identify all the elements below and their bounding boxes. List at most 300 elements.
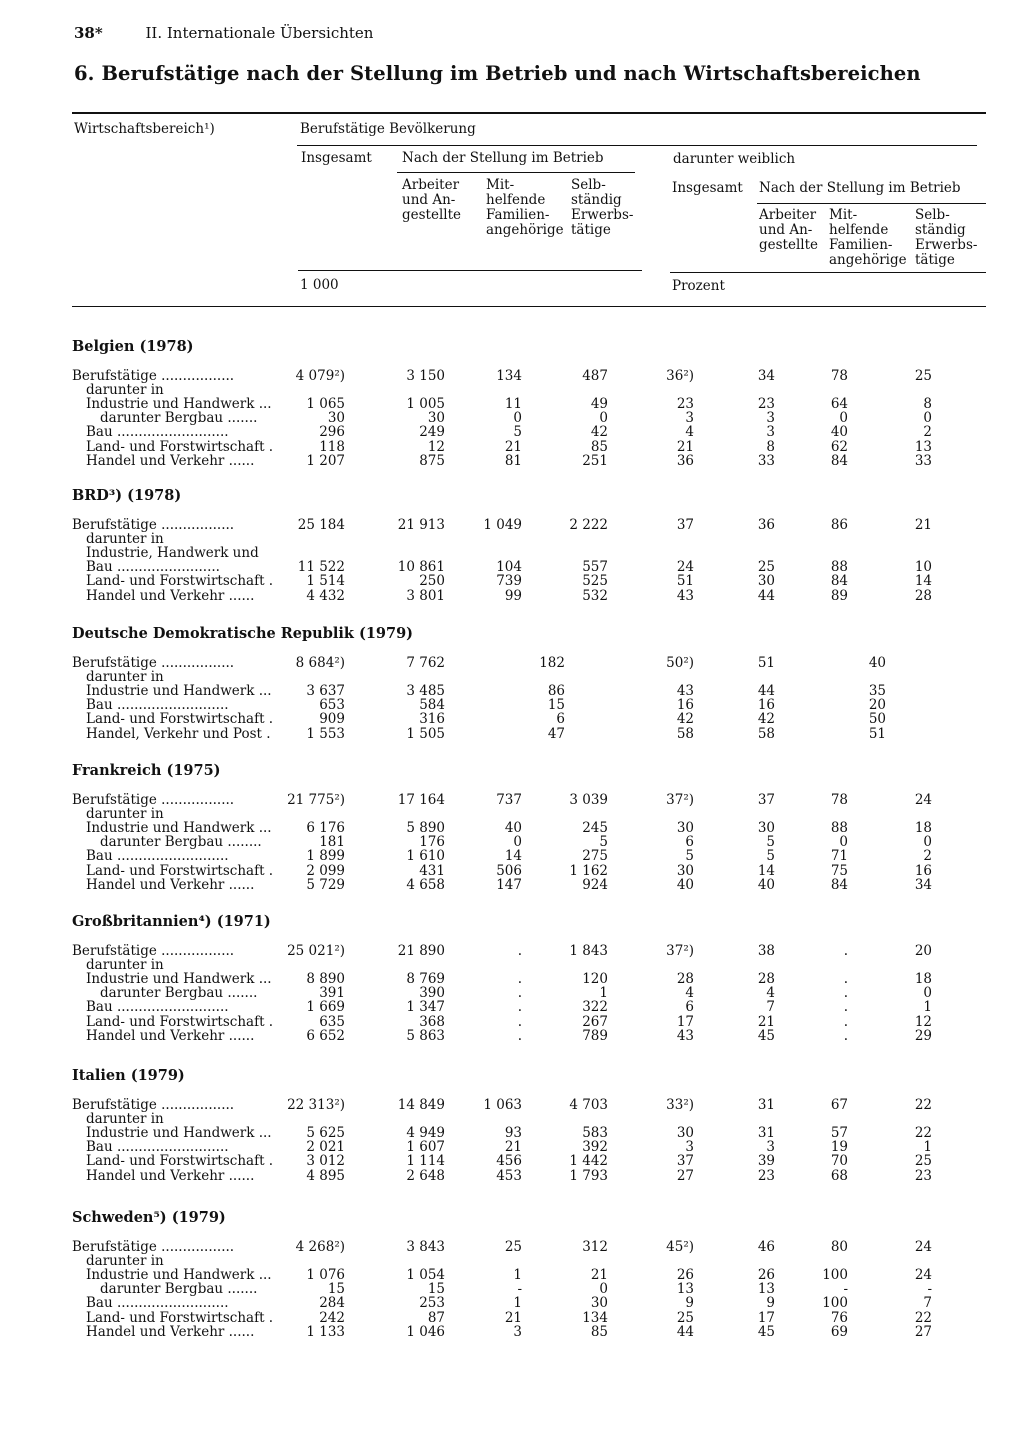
table-cell: 40 <box>757 876 775 893</box>
table-cell: 24 <box>914 1239 932 1255</box>
row-label: Berufstätige ................. <box>72 1097 235 1113</box>
row-label: Land- und Forstwirtschaft . <box>86 438 274 455</box>
rule-top <box>72 112 986 114</box>
table-cell: 42 <box>590 424 608 441</box>
table-cell: 84 <box>830 573 848 590</box>
table-title: 6. Berufstätige nach der Stellung im Betrieb und nach Wirtschaftsbereichen <box>74 62 921 85</box>
row-label: Land- und Forstwirtschaft . <box>86 862 274 879</box>
table-cell: 11 522 <box>297 559 345 576</box>
row-label: Industrie und Handwerk ... <box>86 396 272 413</box>
table-cell: 909 <box>319 711 345 728</box>
table-cell: 583 <box>582 1125 608 1142</box>
table-cell: 25 <box>914 1153 932 1170</box>
table-cell: 27 <box>914 1323 932 1340</box>
table-cell: 2 021 <box>306 1139 345 1156</box>
table-cell: 8 <box>766 438 775 455</box>
table-cell: 21 <box>914 517 932 533</box>
row-label: Industrie und Handwerk ... <box>86 1125 272 1142</box>
table-cell: 296 <box>319 424 345 441</box>
table-cell: 37²) <box>666 792 694 808</box>
table-cell: 81 <box>504 452 522 469</box>
table-cell: 0 <box>923 834 932 851</box>
table-cell: 3 <box>766 1139 775 1156</box>
table-cell: 23 <box>757 1167 775 1184</box>
table-cell: 33 <box>757 452 775 469</box>
table-cell: 284 <box>319 1295 345 1312</box>
table-cell: 390 <box>419 985 445 1002</box>
table-cell: 0 <box>923 985 932 1002</box>
table-cell: 25 184 <box>297 517 345 533</box>
table-cell: 176 <box>419 834 445 851</box>
table-cell: 88 <box>830 559 848 576</box>
table-cell: 34 <box>757 368 775 384</box>
table-cell: 30 <box>676 1125 694 1142</box>
table-cell: 23 <box>676 396 694 413</box>
table-cell: 0 <box>599 410 608 427</box>
table-cell: 31 <box>757 1125 775 1142</box>
table-cell: 21 <box>676 438 694 455</box>
table-cell: 312 <box>582 1239 608 1255</box>
table-cell: 34 <box>914 876 932 893</box>
row-label: Industrie, Handwerk und <box>86 545 259 562</box>
table-cell: 47 <box>547 725 565 742</box>
table-cell: 21 775²) <box>287 792 345 808</box>
row-label: Berufstätige ................. <box>72 655 235 671</box>
table-cell: 4 432 <box>306 587 345 604</box>
section-title: BRD³) (1978) <box>72 487 182 504</box>
table-cell: 10 <box>914 559 932 576</box>
table-cell: 4 658 <box>406 876 445 893</box>
row-label: Berufstätige ................. <box>72 792 235 808</box>
rule-header-2w <box>757 203 986 204</box>
section-title: Belgien (1978) <box>72 338 194 355</box>
section-title: Großbritannien⁴) (1971) <box>72 913 271 930</box>
row-label: Berufstätige ................. <box>72 368 235 384</box>
table-cell: 267 <box>582 1013 608 1030</box>
table-cell: 37 <box>676 1153 694 1170</box>
table-cell: 737 <box>496 792 522 808</box>
table-cell: 40 <box>676 876 694 893</box>
table-cell: 44 <box>757 587 775 604</box>
table-cell: 0 <box>599 1281 608 1298</box>
table-cell: 5 729 <box>306 876 345 893</box>
table-cell: 739 <box>496 573 522 590</box>
table-cell: 78 <box>830 368 848 384</box>
table-cell: 28 <box>757 971 775 988</box>
table-cell: 30 <box>327 410 345 427</box>
table-cell: 51 <box>757 655 775 671</box>
row-label: Bau .......................... <box>86 697 229 714</box>
table-cell: 93 <box>504 1125 522 1142</box>
table-cell: 85 <box>590 438 608 455</box>
table-cell: 21 <box>504 438 522 455</box>
table-cell: 15 <box>547 697 565 714</box>
table-cell: 6 652 <box>306 1027 345 1044</box>
table-cell: 44 <box>757 683 775 700</box>
row-label: Handel, Verkehr und Post . <box>86 725 271 742</box>
table-cell: 99 <box>504 587 522 604</box>
table-cell: 368 <box>419 1013 445 1030</box>
table-cell: 21 <box>504 1139 522 1156</box>
table-cell: 242 <box>319 1309 345 1326</box>
row-label: Bau .......................... <box>86 848 229 865</box>
table-cell: 8 890 <box>306 971 345 988</box>
row-label: darunter in <box>86 382 164 399</box>
table-cell: 40 <box>868 655 886 671</box>
table-cell: 25 <box>914 368 932 384</box>
table-cell: 1 669 <box>306 999 345 1016</box>
table-cell: 86 <box>830 517 848 533</box>
table-cell: 70 <box>830 1153 848 1170</box>
row-label: Land- und Forstwirtschaft . <box>86 711 274 728</box>
table-cell: 100 <box>822 1295 848 1312</box>
header-arbeiter: Arbeiter und An- gestellte <box>402 177 462 223</box>
table-cell: 12 <box>914 1013 932 1030</box>
table-cell: 5 <box>766 834 775 851</box>
table-cell: 44 <box>676 1323 694 1340</box>
table-cell: 25 <box>504 1239 522 1255</box>
table-cell: 36 <box>676 452 694 469</box>
header-mithelfende: Mit- helfende Familien- angehörige <box>486 177 564 238</box>
table-cell: 4 895 <box>306 1167 345 1184</box>
table-cell: 134 <box>496 368 522 384</box>
section-title: Italien (1979) <box>72 1067 185 1084</box>
table-cell: . <box>843 999 848 1016</box>
table-cell: 25 021²) <box>287 943 345 959</box>
table-cell: 21 <box>757 1013 775 1030</box>
table-cell: 84 <box>830 876 848 893</box>
table-cell: 1 076 <box>306 1267 345 1284</box>
table-cell: 487 <box>582 368 608 384</box>
table-cell: . <box>517 971 522 988</box>
table-cell: 30 <box>676 862 694 879</box>
table-cell: 147 <box>496 876 522 893</box>
table-cell: 15 <box>427 1281 445 1298</box>
table-cell: 40 <box>830 424 848 441</box>
table-cell: 29 <box>914 1027 932 1044</box>
row-label: darunter in <box>86 531 164 548</box>
table-cell: 27 <box>676 1167 694 1184</box>
table-cell: 13 <box>676 1281 694 1298</box>
table-cell: 11 <box>504 396 522 413</box>
table-cell: 1 063 <box>483 1097 522 1113</box>
table-cell: 21 <box>504 1309 522 1326</box>
table-cell: 6 <box>685 999 694 1016</box>
row-label: Industrie und Handwerk ... <box>86 820 272 837</box>
table-cell: 39 <box>757 1153 775 1170</box>
table-cell: 1 793 <box>569 1167 608 1184</box>
table-cell: 7 <box>766 999 775 1016</box>
table-cell: - <box>927 1281 932 1298</box>
table-cell: 1 <box>923 1139 932 1156</box>
table-cell: 875 <box>419 452 445 469</box>
table-cell: 37²) <box>666 943 694 959</box>
table-cell: 17 164 <box>397 792 445 808</box>
table-cell: 5 890 <box>406 820 445 837</box>
table-cell: 22 <box>914 1097 932 1113</box>
table-cell: 7 762 <box>406 655 445 671</box>
table-cell: 3 843 <box>406 1239 445 1255</box>
table-cell: 84 <box>830 452 848 469</box>
header-nach-stellung-w: Nach der Stellung im Betrieb <box>759 180 961 196</box>
table-cell: 45 <box>757 1027 775 1044</box>
table-cell: 8 684²) <box>295 655 345 671</box>
rule-header-1 <box>297 145 977 146</box>
row-label: darunter in <box>86 1111 164 1128</box>
table-cell: 557 <box>582 559 608 576</box>
table-cell: 36 <box>757 517 775 533</box>
table-cell: 1 899 <box>306 848 345 865</box>
row-label: Bau .......................... <box>86 1295 229 1312</box>
table-cell: 250 <box>419 573 445 590</box>
row-label: Bau .......................... <box>86 1139 229 1156</box>
table-cell: 0 <box>839 410 848 427</box>
table-cell: 9 <box>766 1295 775 1312</box>
table-cell: 1 005 <box>406 396 445 413</box>
table-cell: . <box>517 943 522 959</box>
table-cell: 10 861 <box>397 559 445 576</box>
row-label: Berufstätige ................. <box>72 1239 235 1255</box>
table-cell: 3 <box>513 1323 522 1340</box>
table-cell: 36²) <box>666 368 694 384</box>
table-cell: 2 <box>923 424 932 441</box>
table-cell: 58 <box>676 725 694 742</box>
row-label: Land- und Forstwirtschaft . <box>86 1153 274 1170</box>
running-head <box>74 24 373 42</box>
row-label: Handel und Verkehr ...... <box>86 1323 255 1340</box>
table-cell: 78 <box>830 792 848 808</box>
table-cell: 16 <box>757 697 775 714</box>
table-cell: 3 637 <box>306 683 345 700</box>
table-cell: 120 <box>582 971 608 988</box>
table-cell: 653 <box>319 697 345 714</box>
header-bereich: Wirtschaftsbereich¹) <box>74 121 215 137</box>
table-cell: 2 222 <box>569 517 608 533</box>
table-cell: 4 <box>685 985 694 1002</box>
table-cell: 4 <box>766 985 775 1002</box>
page-number: 38* <box>74 24 103 42</box>
table-cell: 45 <box>757 1323 775 1340</box>
table-cell: 1 <box>513 1295 522 1312</box>
table-cell: 3 <box>766 410 775 427</box>
table-cell: 62 <box>830 438 848 455</box>
table-cell: 22 <box>914 1309 932 1326</box>
header-arbeiter-w: Arbeiter und An- gestellte <box>759 207 819 253</box>
table-cell: . <box>843 1013 848 1030</box>
table-cell: 64 <box>830 396 848 413</box>
table-cell: . <box>517 1027 522 1044</box>
table-cell: 58 <box>757 725 775 742</box>
table-cell: 118 <box>319 438 345 455</box>
table-cell: 89 <box>830 587 848 604</box>
section-title: Deutsche Demokratische Republik (1979) <box>72 625 414 642</box>
table-cell: 3 <box>766 424 775 441</box>
table-cell: 18 <box>914 820 932 837</box>
rule-header-bottom <box>72 306 986 307</box>
table-cell: 49 <box>590 396 608 413</box>
table-cell: 1 162 <box>569 862 608 879</box>
row-label: Handel und Verkehr ...... <box>86 452 255 469</box>
table-cell: 30 <box>427 410 445 427</box>
table-cell: 30 <box>757 820 775 837</box>
table-cell: 33 <box>914 452 932 469</box>
rule-header-2 <box>397 172 635 173</box>
table-cell: 88 <box>830 820 848 837</box>
table-cell: 57 <box>830 1125 848 1142</box>
table-cell: 525 <box>582 573 608 590</box>
table-cell: 18 <box>914 971 932 988</box>
table-cell: 924 <box>582 876 608 893</box>
section-title: Frankreich (1975) <box>72 762 221 779</box>
table-cell: 5 863 <box>406 1027 445 1044</box>
table-cell: 3 039 <box>569 792 608 808</box>
chapter-title: II. Internationale Übersichten <box>145 24 374 42</box>
table-cell: 35 <box>868 683 886 700</box>
table-cell: 37 <box>757 792 775 808</box>
table-cell: 17 <box>676 1013 694 1030</box>
table-cell: 26 <box>757 1267 775 1284</box>
table-cell: 275 <box>582 848 608 865</box>
table-cell: 2 099 <box>306 862 345 879</box>
table-cell: . <box>517 985 522 1002</box>
table-cell: 3 012 <box>306 1153 345 1170</box>
table-cell: 85 <box>590 1323 608 1340</box>
table-cell: 104 <box>496 559 522 576</box>
row-label: Handel und Verkehr ...... <box>86 1167 255 1184</box>
table-cell: 25 <box>757 559 775 576</box>
table-cell: 7 <box>923 1295 932 1312</box>
table-cell: 1 514 <box>306 573 345 590</box>
row-label: Handel und Verkehr ...... <box>86 1027 255 1044</box>
table-cell: 21 890 <box>397 943 445 959</box>
table-cell: . <box>843 943 848 959</box>
table-cell: 4 703 <box>569 1097 608 1113</box>
table-cell: 22 313²) <box>287 1097 345 1113</box>
table-cell: 6 <box>556 711 565 728</box>
table-cell: 71 <box>830 848 848 865</box>
table-cell: 75 <box>830 862 848 879</box>
row-label: Industrie und Handwerk ... <box>86 1267 272 1284</box>
table-cell: 24 <box>914 1267 932 1284</box>
header-nach-stellung: Nach der Stellung im Betrieb <box>402 150 604 166</box>
table-cell: . <box>843 985 848 1002</box>
table-cell: 1 347 <box>406 999 445 1016</box>
table-cell: 789 <box>582 1027 608 1044</box>
row-label: Industrie und Handwerk ... <box>86 971 272 988</box>
table-cell: 8 769 <box>406 971 445 988</box>
table-cell: 1 <box>923 999 932 1016</box>
row-label: Berufstätige ................. <box>72 943 235 959</box>
header-mithelfende-w: Mit- helfende Familien- angehörige <box>829 207 907 268</box>
row-label: Land- und Forstwirtschaft . <box>86 1309 274 1326</box>
table-cell: . <box>517 999 522 1016</box>
table-cell: 1 <box>599 985 608 1002</box>
table-cell: 9 <box>685 1295 694 1312</box>
row-label: Bau ........................ <box>86 559 220 576</box>
table-cell: 14 <box>914 573 932 590</box>
table-cell: 1 843 <box>569 943 608 959</box>
table-cell: 1 442 <box>569 1153 608 1170</box>
table-cell: 1 <box>513 1267 522 1284</box>
table-cell: 4 079²) <box>295 368 345 384</box>
table-cell: 635 <box>319 1013 345 1030</box>
table-cell: 4 268²) <box>295 1239 345 1255</box>
table-cell: 3 150 <box>406 368 445 384</box>
table-cell: 322 <box>582 999 608 1016</box>
table-cell: 86 <box>547 683 565 700</box>
table-cell: 249 <box>419 424 445 441</box>
row-label: Land- und Forstwirtschaft . <box>86 573 274 590</box>
table-cell: 68 <box>830 1167 848 1184</box>
table-cell: 1 553 <box>306 725 345 742</box>
table-cell: 4 949 <box>406 1125 445 1142</box>
table-cell: 43 <box>676 1027 694 1044</box>
row-label: darunter Bergbau ....... <box>100 985 258 1002</box>
table-cell: 87 <box>427 1309 445 1326</box>
unit-1000: 1 000 <box>300 277 339 293</box>
table-cell: 1 114 <box>406 1153 445 1170</box>
table-cell: 1 607 <box>406 1139 445 1156</box>
table-cell: 134 <box>582 1309 608 1326</box>
table-cell: 22 <box>914 1125 932 1142</box>
table-cell: 51 <box>868 725 886 742</box>
row-label: Bau .......................... <box>86 999 229 1016</box>
row-label: Land- und Forstwirtschaft . <box>86 1013 274 1030</box>
row-label: Berufstätige ................. <box>72 517 235 533</box>
table-cell: 12 <box>427 438 445 455</box>
table-cell: 391 <box>319 985 345 1002</box>
table-cell: 584 <box>419 697 445 714</box>
table-cell: 28 <box>676 971 694 988</box>
row-label: darunter Bergbau ........ <box>100 834 262 851</box>
table-cell: 532 <box>582 587 608 604</box>
table-cell: 19 <box>830 1139 848 1156</box>
table-cell: 5 <box>685 848 694 865</box>
table-cell: 30 <box>590 1295 608 1312</box>
row-label: darunter in <box>86 957 164 974</box>
table-cell: 33²) <box>666 1097 694 1113</box>
unit-prozent: Prozent <box>672 278 725 294</box>
table-cell: 21 913 <box>397 517 445 533</box>
table-cell: 1 065 <box>306 396 345 413</box>
table-cell: 30 <box>676 820 694 837</box>
table-cell: 1 133 <box>306 1323 345 1340</box>
table-cell: 30 <box>757 573 775 590</box>
table-cell: . <box>843 1027 848 1044</box>
table-cell: 14 <box>504 848 522 865</box>
table-cell: 253 <box>419 1295 445 1312</box>
table-cell: 5 625 <box>306 1125 345 1142</box>
table-cell: 67 <box>830 1097 848 1113</box>
table-cell: 25 <box>676 1309 694 1326</box>
row-label: Bau .......................... <box>86 424 229 441</box>
rule-header-3 <box>298 270 642 271</box>
row-label: darunter Bergbau ....... <box>100 410 258 427</box>
table-cell: 13 <box>757 1281 775 1298</box>
table-cell: 453 <box>496 1167 522 1184</box>
table-cell: 15 <box>327 1281 345 1298</box>
table-cell: 8 <box>923 396 932 413</box>
table-cell: 0 <box>923 410 932 427</box>
table-cell: 1 054 <box>406 1267 445 1284</box>
table-cell: 43 <box>676 683 694 700</box>
table-cell: 5 <box>766 848 775 865</box>
table-cell: 23 <box>914 1167 932 1184</box>
table-cell: 50²) <box>666 655 694 671</box>
header-insgesamt: Insgesamt <box>301 150 372 166</box>
table-cell: 37 <box>676 517 694 533</box>
header-darunter-weiblich: darunter weiblich <box>673 151 796 167</box>
